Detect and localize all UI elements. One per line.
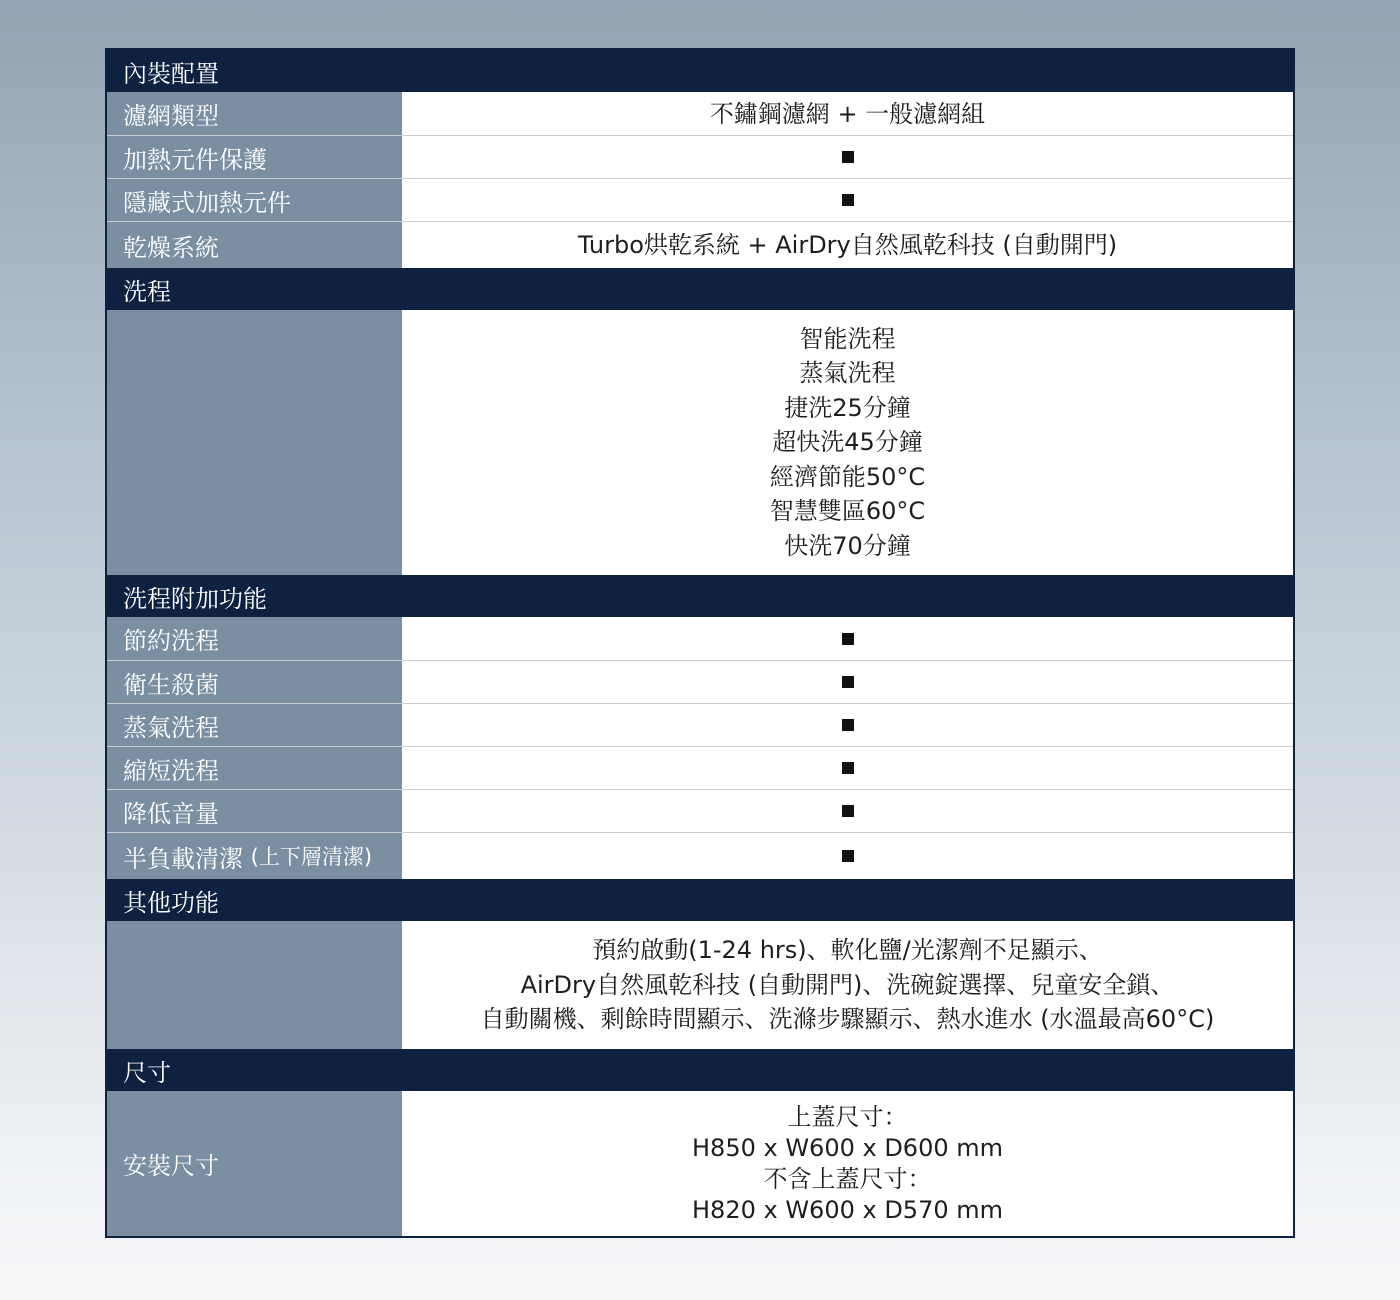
row-value: 不鏽鋼濾網 + 一般濾網組 bbox=[709, 99, 986, 128]
feature-mark-icon bbox=[842, 850, 854, 862]
row-value bbox=[402, 747, 1293, 789]
row-label: 蒸氣洗程 bbox=[107, 704, 402, 746]
row-value bbox=[402, 704, 1293, 746]
table-row bbox=[107, 746, 1293, 789]
section-title: 內裝配置 bbox=[123, 59, 219, 88]
row-value bbox=[402, 179, 1293, 221]
row-value bbox=[402, 833, 1293, 879]
row-value bbox=[402, 790, 1293, 832]
table-row bbox=[107, 178, 1293, 221]
feature-mark-icon bbox=[842, 194, 854, 206]
row-label: 加熱元件保護 bbox=[107, 136, 402, 178]
feature-mark-icon bbox=[842, 762, 854, 774]
feature-line: 預約啟動(1-24 hrs)、軟化鹽/光潔劑不足顯示、 bbox=[592, 936, 1103, 965]
table-row bbox=[107, 310, 1293, 575]
section-title: 尺寸 bbox=[123, 1058, 171, 1087]
section-title: 其他功能 bbox=[123, 888, 219, 917]
feature-line: AirDry自然風乾科技 (自動開門)、洗碗錠選擇、兒童安全鎖、 bbox=[520, 970, 1175, 999]
row-label: 乾燥系統 bbox=[107, 222, 402, 268]
dimension-line: 上蓋尺寸： bbox=[787, 1102, 908, 1131]
row-label: 降低音量 bbox=[107, 790, 402, 832]
feature-line: 自動關機、剩餘時間顯示、洗滌步驟顯示、熱水進水 (水溫最高60°C) bbox=[480, 1005, 1215, 1034]
row-label: 濾網類型 bbox=[107, 92, 402, 135]
row-label-sub: (上下層清潔) bbox=[250, 845, 373, 869]
row-label: 衛生殺菌 bbox=[107, 661, 402, 703]
section-title: 洗程 bbox=[123, 277, 171, 306]
row-value: Turbo烘乾系統 + AirDry自然風乾科技 (自動開門) bbox=[577, 231, 1118, 259]
other-features bbox=[402, 921, 1293, 1049]
dimensions-value bbox=[402, 1091, 1293, 1236]
row-label: 隱藏式加熱元件 bbox=[107, 179, 402, 221]
table-row bbox=[107, 92, 1293, 135]
section-header-program-options bbox=[107, 575, 1293, 617]
section-header-other bbox=[107, 879, 1293, 921]
table-row bbox=[107, 617, 1293, 660]
feature-mark-icon bbox=[842, 805, 854, 817]
row-value bbox=[402, 617, 1293, 660]
list-item: 超快洗45分鐘 bbox=[772, 428, 923, 457]
section-title: 洗程附加功能 bbox=[123, 584, 267, 613]
row-label bbox=[107, 921, 402, 1049]
table-row bbox=[107, 221, 1293, 268]
dimension-line: H850 x W600 x D600 mm bbox=[692, 1133, 1003, 1162]
feature-mark-icon bbox=[842, 151, 854, 163]
row-value bbox=[402, 136, 1293, 178]
table-row bbox=[107, 921, 1293, 1049]
list-item: 智能洗程 bbox=[799, 324, 896, 353]
list-item: 快洗70分鐘 bbox=[784, 531, 911, 560]
program-list bbox=[402, 310, 1293, 575]
list-item: 智慧雙區60°C bbox=[769, 497, 926, 526]
dimension-line: 不含上蓋尺寸： bbox=[763, 1164, 932, 1193]
row-label bbox=[107, 833, 402, 879]
spec-table bbox=[105, 48, 1295, 1238]
section-header-interior bbox=[107, 50, 1293, 92]
row-label: 安裝尺寸 bbox=[107, 1091, 402, 1236]
feature-mark-icon bbox=[842, 719, 854, 731]
table-row bbox=[107, 135, 1293, 178]
list-item: 蒸氣洗程 bbox=[799, 359, 896, 388]
feature-mark-icon bbox=[842, 676, 854, 688]
feature-mark-icon bbox=[842, 633, 854, 645]
table-row bbox=[107, 789, 1293, 832]
section-header-programs bbox=[107, 268, 1293, 310]
row-label: 縮短洗程 bbox=[107, 747, 402, 789]
section-header-dimensions bbox=[107, 1049, 1293, 1091]
dimension-line: H820 x W600 x D570 mm bbox=[692, 1195, 1003, 1224]
row-label-main: 半負載清潔 bbox=[123, 844, 243, 873]
table-row bbox=[107, 1091, 1293, 1236]
list-item: 經濟節能50°C bbox=[769, 462, 926, 491]
row-value bbox=[402, 661, 1293, 703]
list-item: 捷洗25分鐘 bbox=[784, 393, 911, 422]
table-row bbox=[107, 703, 1293, 746]
row-label: 節約洗程 bbox=[107, 617, 402, 660]
row-label bbox=[107, 310, 402, 575]
table-row bbox=[107, 660, 1293, 703]
table-row bbox=[107, 832, 1293, 879]
